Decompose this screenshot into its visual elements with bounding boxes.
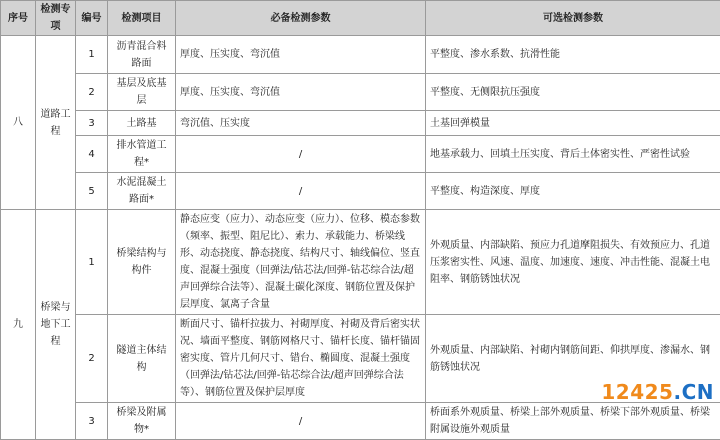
row-code: 2 (76, 315, 108, 403)
row-item: 土路基 (108, 111, 176, 136)
header-category: 检测专项 (36, 1, 76, 36)
row-item: 桥梁结构与构件 (108, 210, 176, 315)
row-item: 桥梁及附属物* (108, 403, 176, 440)
table-header-row (1, 1, 720, 36)
header-optional: 可选检测参数 (426, 1, 720, 36)
header-required: 必备检测参数 (176, 1, 426, 36)
table-row (1, 36, 720, 74)
row-required: 厚度、压实度、弯沉值 (176, 74, 426, 111)
watermark-suffix: .CN (673, 380, 714, 404)
row-optional: 土基回弹模量 (426, 111, 720, 136)
row-item: 隧道主体结构 (108, 315, 176, 403)
group-seq: 九 (1, 210, 36, 440)
row-item: 沥青混合料路面 (108, 36, 176, 74)
group-seq: 八 (1, 36, 36, 210)
row-required: 厚度、压实度、弯沉值 (176, 36, 426, 74)
row-code: 3 (76, 111, 108, 136)
table-row (1, 74, 720, 111)
row-optional: 桥面系外观质量、桥梁上部外观质量、桥梁下部外观质量、桥梁附属设施外观质量 (426, 403, 720, 440)
header-item: 检测项目 (108, 1, 176, 36)
table-row (1, 111, 720, 136)
row-required: / (176, 136, 426, 173)
row-required: / (176, 173, 426, 210)
table-row (1, 403, 720, 440)
row-optional: 平整度、构造深度、厚度 (426, 173, 720, 210)
header-seq: 序号 (1, 1, 36, 36)
row-code: 3 (76, 403, 108, 440)
watermark-prefix: 12425 (601, 380, 673, 404)
site-watermark-logo (601, 381, 714, 403)
row-optional: 平整度、渗水系数、抗滑性能 (426, 36, 720, 74)
row-item: 水泥混凝土路面* (108, 173, 176, 210)
row-optional: 外观质量、内部缺陷、预应力孔道摩阻损失、有效预应力、孔道压浆密实性、风速、温度、加速度、速度、冲击性能、混凝土电阻率、钢筋锈蚀状况 (426, 210, 720, 315)
table-row (1, 173, 720, 210)
row-optional: 平整度、无侧限抗压强度 (426, 74, 720, 111)
row-required: 弯沉值、压实度 (176, 111, 426, 136)
row-code: 1 (76, 210, 108, 315)
row-optional: 地基承载力、回填土压实度、背后土体密实性、严密性试验 (426, 136, 720, 173)
table-row (1, 136, 720, 173)
row-code: 2 (76, 74, 108, 111)
row-required: / (176, 403, 426, 440)
row-code: 5 (76, 173, 108, 210)
row-code: 4 (76, 136, 108, 173)
row-required: 静态应变（应力）、动态应变（应力）、位移、模态参数（频率、振型、阻尼比）、索力、承载能力、桥梁线形、动态挠度、静态挠度、结构尺寸、轴线偏位、竖直度、混凝土强度（回弹法/钻芯法/回弹-钻芯综合法/超声回弹综合法等）、混凝土碳化深度、钢筋位置及保护层厚度、氯离子含量 (176, 210, 426, 315)
row-code: 1 (76, 36, 108, 74)
row-item: 基层及底基层 (108, 74, 176, 111)
header-code: 编号 (76, 1, 108, 36)
group-category: 桥梁与地下工程 (36, 210, 76, 440)
table-row (1, 210, 720, 315)
group-category: 道路工程 (36, 36, 76, 210)
row-required: 断面尺寸、锚杆拉拔力、衬砌厚度、衬砌及背后密实状况、墙面平整度、钢筋网格尺寸、锚杆长度、锚杆锚固密实度、管片几何尺寸、错台、椭圆度、混凝土强度（回弹法/钻芯法/回弹-钻芯综合法/超声回弹综合法等）、钢筋位置及保护层厚度 (176, 315, 426, 403)
row-optional: 外观质量、内部缺陷、衬砌内钢筋间距、仰拱厚度、渗漏水、钢筋锈蚀状况 (426, 315, 720, 403)
row-item: 排水管道工程* (108, 136, 176, 173)
